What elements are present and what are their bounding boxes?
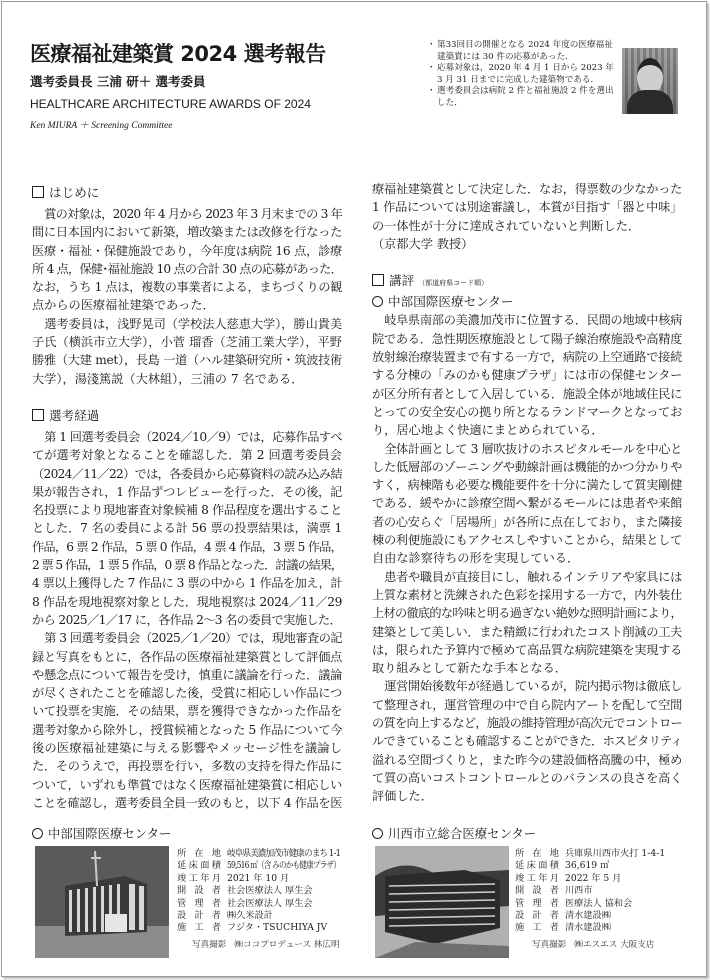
text-line: なお，うち 1 点は，複数の事業者による，まちづくりの観 <box>32 280 342 295</box>
text-line: 全体計画として 3 層吹抜けのホスピタルモールを中心と <box>384 441 682 456</box>
spec-label: 延床面積 <box>177 860 221 872</box>
project-name: 中部国際医療センター <box>48 826 172 841</box>
right-column <box>372 180 682 806</box>
summary-note: ・ 選考委員会は病院 2 件と福祉施設 2 件を選出した． <box>430 86 616 109</box>
text-line: てが選考対象となることを確認した．第 2 回選考委員会 <box>32 448 342 463</box>
intro-body <box>32 205 342 388</box>
text-line: て整理され，運営管理の中で自ら院内アートを配して空間 <box>372 697 682 712</box>
spec-label: 設計者 <box>177 910 221 922</box>
spec-label: 延床面積 <box>515 860 559 872</box>
text-line: た．そのうえで，再投票を行い，多数の支持を得た作品に <box>32 759 342 774</box>
spec-value: 36,619 ㎡ <box>565 860 610 872</box>
spec-row <box>515 873 680 885</box>
spec-value: ㈱久米設計 <box>227 910 273 922</box>
text-line: 所 4 点，保健･福祉施設 10 点の合計 30 点の応募があった． <box>32 261 342 276</box>
photo-credit <box>532 938 662 950</box>
text-line: 果が報告され，1 作品ずつレビューを行った．その後，記 <box>32 484 342 499</box>
text-line: する分棟の「みのかも健康プラザ」には市の保健センター <box>372 368 682 383</box>
text-line: 選考委員は，浅野晃司（学校法人慈恵大学），勝山貴美 <box>44 316 342 331</box>
text-line: から 2025／1／17 に，各作品 2～3 名の委員で実施した． <box>32 612 342 627</box>
text-line: いて投票を実施．その結果，票を獲得できなかった作品を <box>32 704 342 719</box>
author-portrait-photo <box>622 48 678 114</box>
text-line: 放射線治療装置まで有する一方で，病院の上空通路で接続 <box>372 350 682 365</box>
process-body <box>32 428 342 812</box>
summary-note: ・ 応募対象は，2020 年 4 月 1 日から 2023 年 3 月 31 日までに完成した建築物である． <box>430 63 616 86</box>
text-line: ことを確認し，選考委員全員一致のもと，以下 4 作品を医 <box>32 795 342 810</box>
text-line: 録と写真をもとに，各作品の医療福祉建築賞として評価点 <box>32 649 342 664</box>
spec-value: 川西市 <box>565 885 593 897</box>
text-line: ついて，いずれも準賞ではなく医療福祉建築賞に相応しい <box>32 777 342 792</box>
spec-label: 竣工年月 <box>515 872 559 884</box>
summary-notes <box>430 40 616 110</box>
heading-text: 選考経過 <box>49 407 100 423</box>
text-line: 選考対象から除外し，授賞候補となった 5 作品について今 <box>32 722 342 737</box>
text-line: 取り組みとして新たな手本となる． <box>372 661 567 676</box>
circle-bullet-icon <box>32 828 43 839</box>
spec-label: 開設者 <box>515 885 559 897</box>
text-line: 作品，6 票 2 作品，5 票 0 作品，4 票 4 作品，3 票 5 作品， <box>32 539 342 554</box>
text-line: 自由な診察待ちの形を実現している． <box>372 551 580 566</box>
text-line: とっての安全安心の拠り所となるランドマークとなってお <box>372 404 682 419</box>
review-work-title <box>372 293 682 311</box>
square-bullet-icon <box>372 274 384 286</box>
text-line: 上質な素材と洗練された色彩を採用する一方で，内外装仕 <box>372 587 682 602</box>
text-line: 建築として美しい．また精緻に行われたコスト削減の工夫 <box>372 624 682 639</box>
text-line: の質を向上するなど，施設の維持管理が高次元でコントロー <box>372 716 682 731</box>
project-specs <box>177 848 342 935</box>
text-line: とした．7 名の委員による計 56 票の投票結果は，満票 1 <box>32 521 342 536</box>
spec-row <box>515 910 680 922</box>
heading-text: はじめに <box>49 185 100 200</box>
spec-label: 設計者 <box>515 910 559 922</box>
text-line: （2024／11／22）では，各委員から応募資料の読み込み結 <box>32 466 342 481</box>
summary-note: ・ 第33回目の開催となる 2024 年度の医療福祉建築賞には 30 件の応募があった． <box>430 40 616 63</box>
text-line: 医療・福祉・保健施設であり，今年度は病院 16 点，診療 <box>32 243 342 258</box>
spec-label: 施工者 <box>177 922 221 934</box>
spec-label: 管理者 <box>515 897 559 909</box>
text-line: 岐阜県南部の美濃加茂市に位置する．民間の地域中核病 <box>384 313 682 328</box>
project-caption <box>32 824 171 842</box>
project-specs <box>515 848 680 935</box>
spec-row <box>177 873 342 885</box>
text-line: 評価した． <box>372 789 433 804</box>
spec-value: 社会医療法人 厚生会 <box>227 897 313 909</box>
spec-label: 所在地 <box>177 848 221 859</box>
spec-label: 竣工年月 <box>177 872 221 884</box>
text-line: 患者や職員が直接目にし，触れるインテリアや家具には <box>384 569 682 584</box>
spec-value: フジタ・TSUCHIYA JV <box>227 922 328 934</box>
text-line: した低層部のゾーニングや動線計画は機能的かつ分かりや <box>372 459 682 474</box>
spec-label: 所在地 <box>515 848 559 859</box>
spec-row <box>177 898 342 910</box>
credit-value: ㈱ココプロデュース 林広明 <box>234 940 340 950</box>
text-line: 大学），湯淺篤説（大林組），三浦の 7 名である． <box>32 371 304 386</box>
spec-row <box>177 885 342 897</box>
text-line: り，居心地よく快適にまとめられている． <box>372 423 604 438</box>
text-line: 点からの医療福祉建築であった． <box>32 298 215 313</box>
authors: 選考委員長 三浦 研＋ 選考委員 <box>30 74 206 89</box>
spec-value: 清水建設㈱ <box>565 922 611 934</box>
text-line: や懸念点について報告を受け，慎重に議論を行った．議論 <box>32 667 342 682</box>
text-line: 第 1 回選考委員会（2024／10／9）では，応募作品すべ <box>44 429 342 444</box>
text-line: 運営開始後数年が経過しているが，院内掲示物は徹底し <box>384 679 682 694</box>
heading-note: （都道府県コード順） <box>418 279 489 288</box>
text-line: 賞の対象は，2020 年 4 月から 2023 年 3 月末までの 3 年 <box>44 207 342 221</box>
text-line: 子氏（横浜市立大学），小菅 瑠香（芝浦工業大学），平野 <box>32 335 342 350</box>
text-line: すく，病棟階も必要な機能要件を十分に満たして質実剛健 <box>372 478 682 493</box>
spec-row <box>515 860 680 872</box>
spec-value: 2022 年 5 月 <box>565 872 622 884</box>
text-line: 名投票により現地審査対象候補 8 作品程度を選出すること <box>32 503 342 518</box>
section-heading-process <box>32 406 342 428</box>
spec-value: 清水建設㈱ <box>565 910 611 922</box>
text-line: 溢れる空間づくりと，また昨今の建設価格高騰の中，極め <box>372 752 682 767</box>
text-line: 2 票 5 作品，1 票 5 作品，0 票 8 作品となった．討議の結果， <box>32 558 342 573</box>
spec-label: 施工者 <box>515 922 559 934</box>
section-heading-review <box>372 271 682 293</box>
spec-row <box>515 898 680 910</box>
author-affiliation: （京都大学 教授） <box>372 236 474 251</box>
credit-value: ㈱エスエス 大阪支店 <box>574 940 655 950</box>
text-line: 1 作品については別途審議し，本賞が目指す「器と中味」 <box>372 200 682 215</box>
document-page <box>1 1 707 977</box>
project-photo <box>375 846 509 958</box>
spec-row <box>177 910 342 922</box>
spec-value: 岐阜県美濃加茂市健康のまち 1-1 <box>227 848 340 859</box>
spec-row <box>177 922 342 934</box>
spec-value: 兵庫県川西市火打 1-4-1 <box>565 848 666 859</box>
page-title-english: HEALTHCARE ARCHITECTURE AWARDS OF 2024 <box>30 97 311 111</box>
text-line: 院である．急性期医療施設として陽子線治療施設や高精度 <box>372 331 682 346</box>
text-line: ルできていることも確認することができた．ホスピタリティ <box>372 734 682 749</box>
spec-value: 59,516 ㎡（含 みのかも健康プラザ） <box>227 860 340 872</box>
text-line: 勝雅（大建 met），長島 一道（ハル建築研究所・筑波技術 <box>32 353 342 368</box>
page-title: 医療福祉建築賞 2024 選考報告 <box>30 42 326 66</box>
text-line: が区分所有者として入居している．施設全体が地域住民に <box>372 386 682 401</box>
square-bullet-icon <box>32 186 44 198</box>
section-heading-intro <box>32 183 342 205</box>
spec-value: 社会医療法人 厚生会 <box>227 885 313 897</box>
heading-text: 講評 <box>389 273 415 289</box>
text-line: 療福祉建築賞として決定した．なお，得票数の少なかった <box>372 182 682 196</box>
text-line: 上材の徹底的な吟味と明る過ぎない絶妙な照明計画により， <box>372 606 682 621</box>
authors-english: Ken MIURA ＋ Screening Committee <box>30 121 173 131</box>
project-photo <box>35 846 169 958</box>
text-line: て質の高いコストコントロールとのバランスの良さを高く <box>372 770 682 785</box>
review-body <box>372 311 682 805</box>
text-line: 第 3 回選考委員会（2025／1／20）では，現地審査の記 <box>44 631 342 646</box>
text-line: である．緩やかに診療空間へ繋がるモールには患者や来館 <box>372 496 682 511</box>
project-name: 川西市立総合医療センター <box>388 826 537 841</box>
text-line: が尽くされたことを確認した後，受賞に相応しい作品につ <box>32 686 342 701</box>
credit-label: 写真撮影 <box>532 940 567 950</box>
spec-label: 開設者 <box>177 885 221 897</box>
text-line: は，限られた予算内で極めて高品質な病院建築を実現する <box>372 642 682 657</box>
work-name: 中部国際医療センター <box>388 294 514 310</box>
photo-credit <box>192 938 348 950</box>
circle-bullet-icon <box>372 296 383 307</box>
circle-bullet-icon <box>372 828 383 839</box>
square-bullet-icon <box>32 409 44 421</box>
spec-row <box>177 848 342 860</box>
spec-row <box>515 885 680 897</box>
text-line: 後の医療福祉建築に与える影響やメッセージ性を議論し <box>32 741 342 756</box>
process-continued-body <box>372 180 682 235</box>
text-line: の一体性が十分に達成されていないと判断した． <box>372 218 641 233</box>
left-column <box>32 183 342 812</box>
spec-value: 医療法人 協和会 <box>565 897 633 909</box>
text-line: 8 作品を現地視察対象とした．現地視察は 2024／11／29 <box>32 594 342 609</box>
spec-label: 管理者 <box>177 897 221 909</box>
spec-row <box>515 848 680 860</box>
text-line: 間に日本国内において新築，増改築または改修を行なった <box>32 225 342 240</box>
text-line: 4 票以上獲得した 7 作品に 3 票の中から 1 作品を加え，計 <box>32 576 342 591</box>
project-caption <box>372 824 536 842</box>
credit-label: 写真撮影 <box>192 940 227 950</box>
spec-row <box>177 860 342 872</box>
text-line: 者の心安らぐ「居場所」が各所に点在しており，また隣接 <box>372 514 682 529</box>
spec-row <box>515 922 680 934</box>
spec-value: 2021 年 10 月 <box>227 872 290 884</box>
text-line: 棟の利便施設にもアクセスしやすいことから，結果として <box>372 533 682 548</box>
